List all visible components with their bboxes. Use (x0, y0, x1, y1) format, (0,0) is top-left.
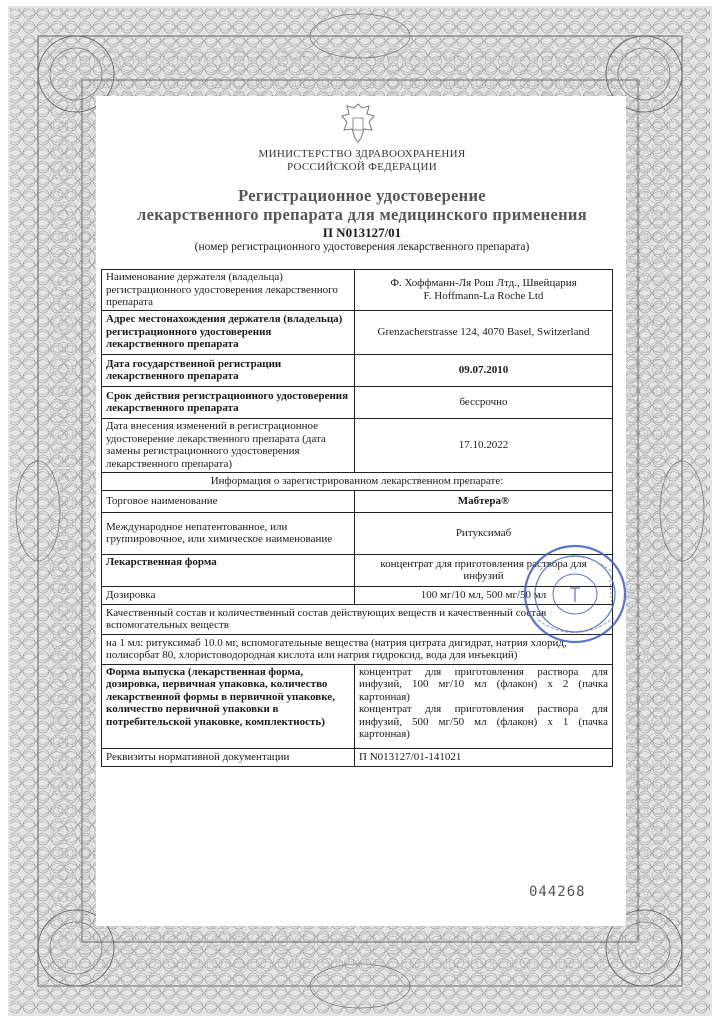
trade-name-label: Торговое наименование (102, 490, 355, 512)
certificate-title-line-1: Регистрационное удостоверение (238, 186, 486, 205)
table-row-validity (102, 386, 613, 418)
table-row-docs (102, 748, 613, 766)
release-form-label: Форма выпуска (лекарственная форма, дозировка, первичная упаковка, количество лекарственной формы в первичной упаковке, количество первичной упаковки в потребительской упаковке, комплектность) (102, 664, 355, 748)
validity-label: Срок действия регистрационного удостоверения лекарственного препарата (102, 386, 355, 418)
dosage-label: Дозировка (102, 586, 355, 604)
ministry-line-1: МИНИСТЕРСТВО ЗДРАВООХРАНЕНИЯ (258, 148, 466, 160)
composition-header: Качественный состав и количественный состав действующих веществ и качественный состав вспомогательных веществ (102, 604, 613, 634)
info-header: Информация о зарегистрированном лекарственном препарате: (102, 472, 613, 490)
table-row-address (102, 310, 613, 354)
certificate-title-line-2: лекарственного препарата для медицинского применения (137, 205, 587, 224)
table-row-trade-name (102, 490, 613, 512)
release-form-value (355, 664, 613, 748)
holder-label: Наименование держателя (владельца) регистрационного удостоверения лекарственного препарата (102, 270, 355, 311)
registration-number-caption: (номер регистрационного удостоверения лекарственного препарата) (194, 241, 530, 253)
serial-number: 044268 (529, 884, 586, 900)
address-value: Grenzacherstrasse 124, 4070 Basel, Switzerland (355, 310, 613, 354)
release-form-value-1: концентрат для приготовления раствора для инфузий, 100 мг/10 мл (флакон) х 2 (пачка картонная) (359, 665, 608, 703)
address-label: Адрес местонахождения держателя (владельца) регистрационного удостоверения лекарственного препарата (102, 310, 355, 354)
registration-number: П N013127/01 (322, 225, 402, 240)
dosage-value: 100 мг/10 мл, 500 мг/50 мл (355, 586, 613, 604)
docs-label: Реквизиты нормативной документации (102, 748, 355, 766)
form-value: концентрат для приготовления раствора для инфузий (355, 554, 613, 586)
table-row-release-form (102, 664, 613, 748)
table-row-changes (102, 418, 613, 472)
holder-value (355, 270, 613, 311)
form-label: Лекарственная форма (102, 554, 355, 586)
trade-name-value: Мабтера® (355, 490, 613, 512)
docs-value: П N013127/01-141021 (355, 748, 613, 766)
table-row-regdate (102, 354, 613, 386)
regdate-label: Дата государственной регистрации лекарственного препарата (102, 354, 355, 386)
changes-label: Дата внесения изменений в регистрационное удостоверение лекарственного препарата (дата замены регистрационного удостоверения лекарственного препарата) (102, 418, 355, 472)
validity-value: бессрочно (355, 386, 613, 418)
coat-of-arms-icon (339, 102, 377, 144)
holder-value-en: F. Hoffmann-La Roche Ltd (423, 289, 544, 302)
inn-value: Ритуксимаб (355, 512, 613, 554)
certificate-table (101, 269, 613, 767)
changes-value: 17.10.2022 (355, 418, 613, 472)
ministry-line-2: РОССИЙСКОЙ ФЕДЕРАЦИИ (286, 161, 438, 173)
holder-value-ru: Ф. Хоффманн-Ля Рош Лтд., Швейцария (390, 277, 577, 290)
inn-label: Международное непатентованное, или группировочное, или химическое наименование (102, 512, 355, 554)
official-stamp-icon (520, 540, 630, 648)
release-form-value-2: концентрат для приготовления раствора для инфузий, 500 мг/50 мл (флакон) х 1 (пачка картонная) (359, 703, 608, 740)
table-row-info-header (102, 472, 613, 490)
composition-value: на 1 мл: ритуксимаб 10.0 мг, вспомогательные вещества (натрия цитрата дигидрат, натрия хлорид, полисорбат 80, хлористоводородная кислота или натрия гидроксид, вода для инъекций) (102, 634, 613, 664)
table-row-holder (102, 270, 613, 311)
regdate-value: 09.07.2010 (355, 354, 613, 386)
